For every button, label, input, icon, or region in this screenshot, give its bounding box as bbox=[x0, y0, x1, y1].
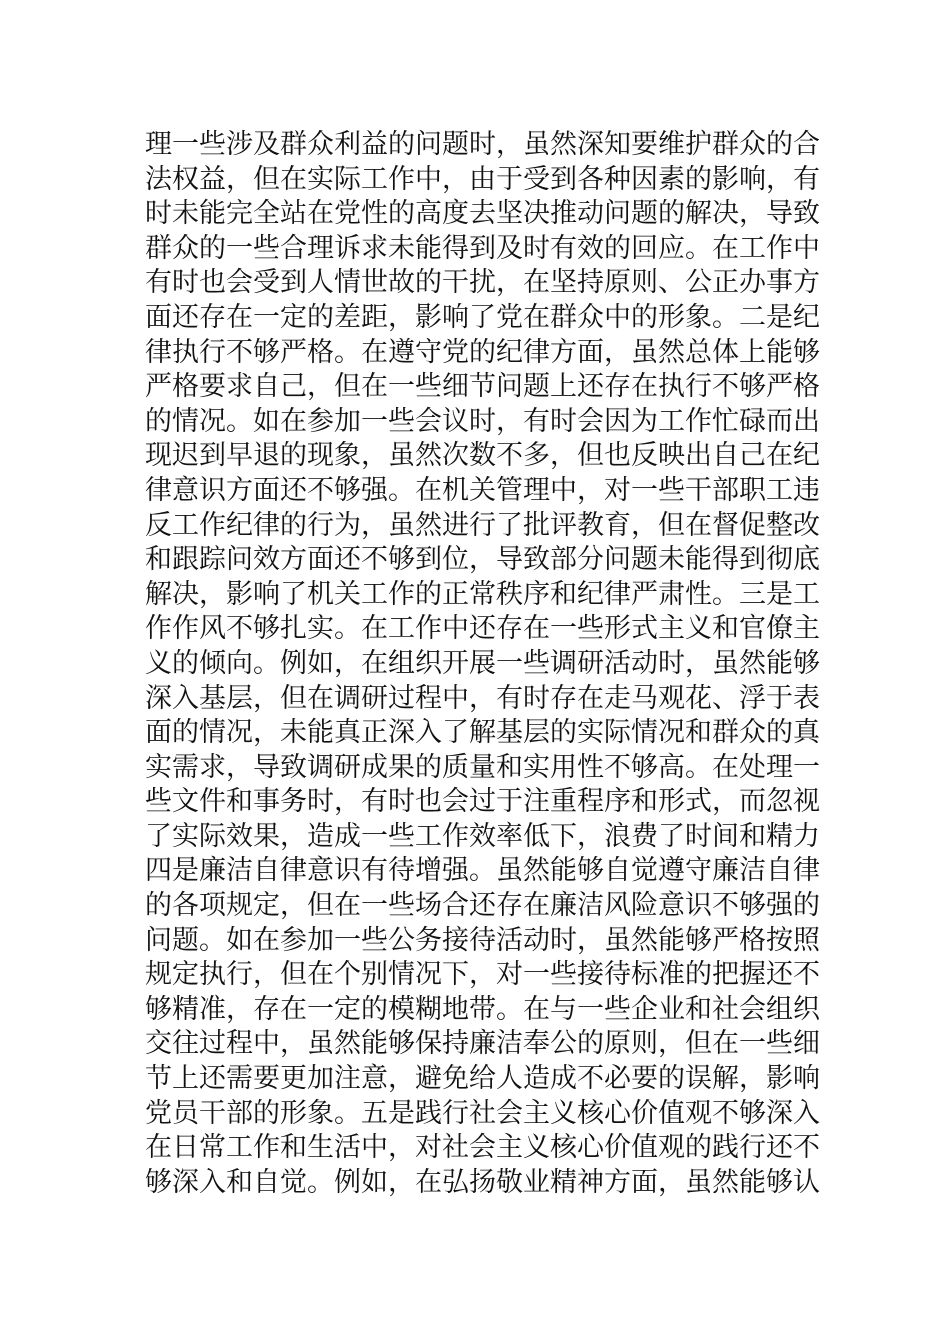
text-line: 节上还需要更加注意，避免给人造成不必要的误解，影响 bbox=[145, 1063, 820, 1095]
text-line: 四是廉洁自律意识有待增强。虽然能够自觉遵守廉洁自律 bbox=[145, 855, 820, 887]
text-line: 面的情况，未能真正深入了解基层的实际情况和群众的真 bbox=[145, 717, 820, 749]
text-line: 严格要求自己，但在一些细节问题上还存在执行不够严格 bbox=[145, 371, 820, 403]
text-line: 深入基层，但在调研过程中，有时存在走马观花、浮于表 bbox=[145, 682, 820, 714]
text-line: 作作风不够扎实。在工作中还存在一些形式主义和官僚主 bbox=[145, 613, 820, 645]
text-line: 法权益，但在实际工作中，由于受到各种因素的影响，有 bbox=[145, 163, 820, 195]
text-line: 现迟到早退的现象，虽然次数不多，但也反映出自己在纪 bbox=[145, 440, 820, 472]
text-line: 律执行不够严格。在遵守党的纪律方面，虽然总体上能够 bbox=[145, 336, 820, 368]
text-line: 够深入和自觉。例如，在弘扬敬业精神方面，虽然能够认 bbox=[145, 1166, 820, 1198]
text-line: 规定执行，但在个别情况下，对一些接待标准的把握还不 bbox=[145, 959, 820, 991]
text-line: 问题。如在参加一些公务接待活动时，虽然能够严格按照 bbox=[145, 924, 820, 956]
text-line: 面还存在一定的差距，影响了党在群众中的形象。二是纪 bbox=[145, 301, 820, 333]
text-line: 群众的一些合理诉求未能得到及时有效的回应。在工作中 bbox=[145, 232, 820, 264]
text-line: 的各项规定，但在一些场合还存在廉洁风险意识不够强的 bbox=[145, 890, 820, 922]
body-text bbox=[145, 128, 825, 1200]
text-line: 在日常工作和生活中，对社会主义核心价值观的践行还不 bbox=[145, 1132, 820, 1164]
text-line: 有时也会受到人情世故的干扰，在坚持原则、公正办事方 bbox=[145, 267, 820, 299]
text-line: 的情况。如在参加一些会议时，有时会因为工作忙碌而出 bbox=[145, 405, 820, 437]
text-line: 够精准，存在一定的模糊地带。在与一些企业和社会组织 bbox=[145, 993, 820, 1025]
text-line: 了实际效果，造成一些工作效率低下，浪费了时间和精力 bbox=[145, 820, 820, 852]
text-line: 理一些涉及群众利益的问题时，虽然深知要维护群众的合 bbox=[145, 129, 820, 160]
text-line: 反工作纪律的行为，虽然进行了批评教育，但在督促整改 bbox=[145, 509, 820, 541]
text-line: 交往过程中，虽然能够保持廉洁奉公的原则，但在一些细 bbox=[145, 1028, 820, 1060]
text-line: 和跟踪问效方面还不够到位，导致部分问题未能得到彻底 bbox=[145, 544, 820, 576]
text-line: 解决，影响了机关工作的正常秩序和纪律严肃性。三是工 bbox=[145, 578, 820, 610]
text-line: 些文件和事务时，有时也会过于注重程序和形式，而忽视 bbox=[145, 786, 820, 818]
text-line: 律意识方面还不够强。在机关管理中，对一些干部职工违 bbox=[145, 474, 820, 506]
text-line: 党员干部的形象。五是践行社会主义核心价值观不够深入 bbox=[145, 1097, 820, 1129]
text-line: 实需求，导致调研成果的质量和实用性不够高。在处理一 bbox=[145, 751, 820, 783]
text-line: 义的倾向。例如，在组织开展一些调研活动时，虽然能够 bbox=[145, 647, 820, 679]
text-line: 时未能完全站在党性的高度去坚决推动问题的解决，导致 bbox=[145, 198, 820, 230]
